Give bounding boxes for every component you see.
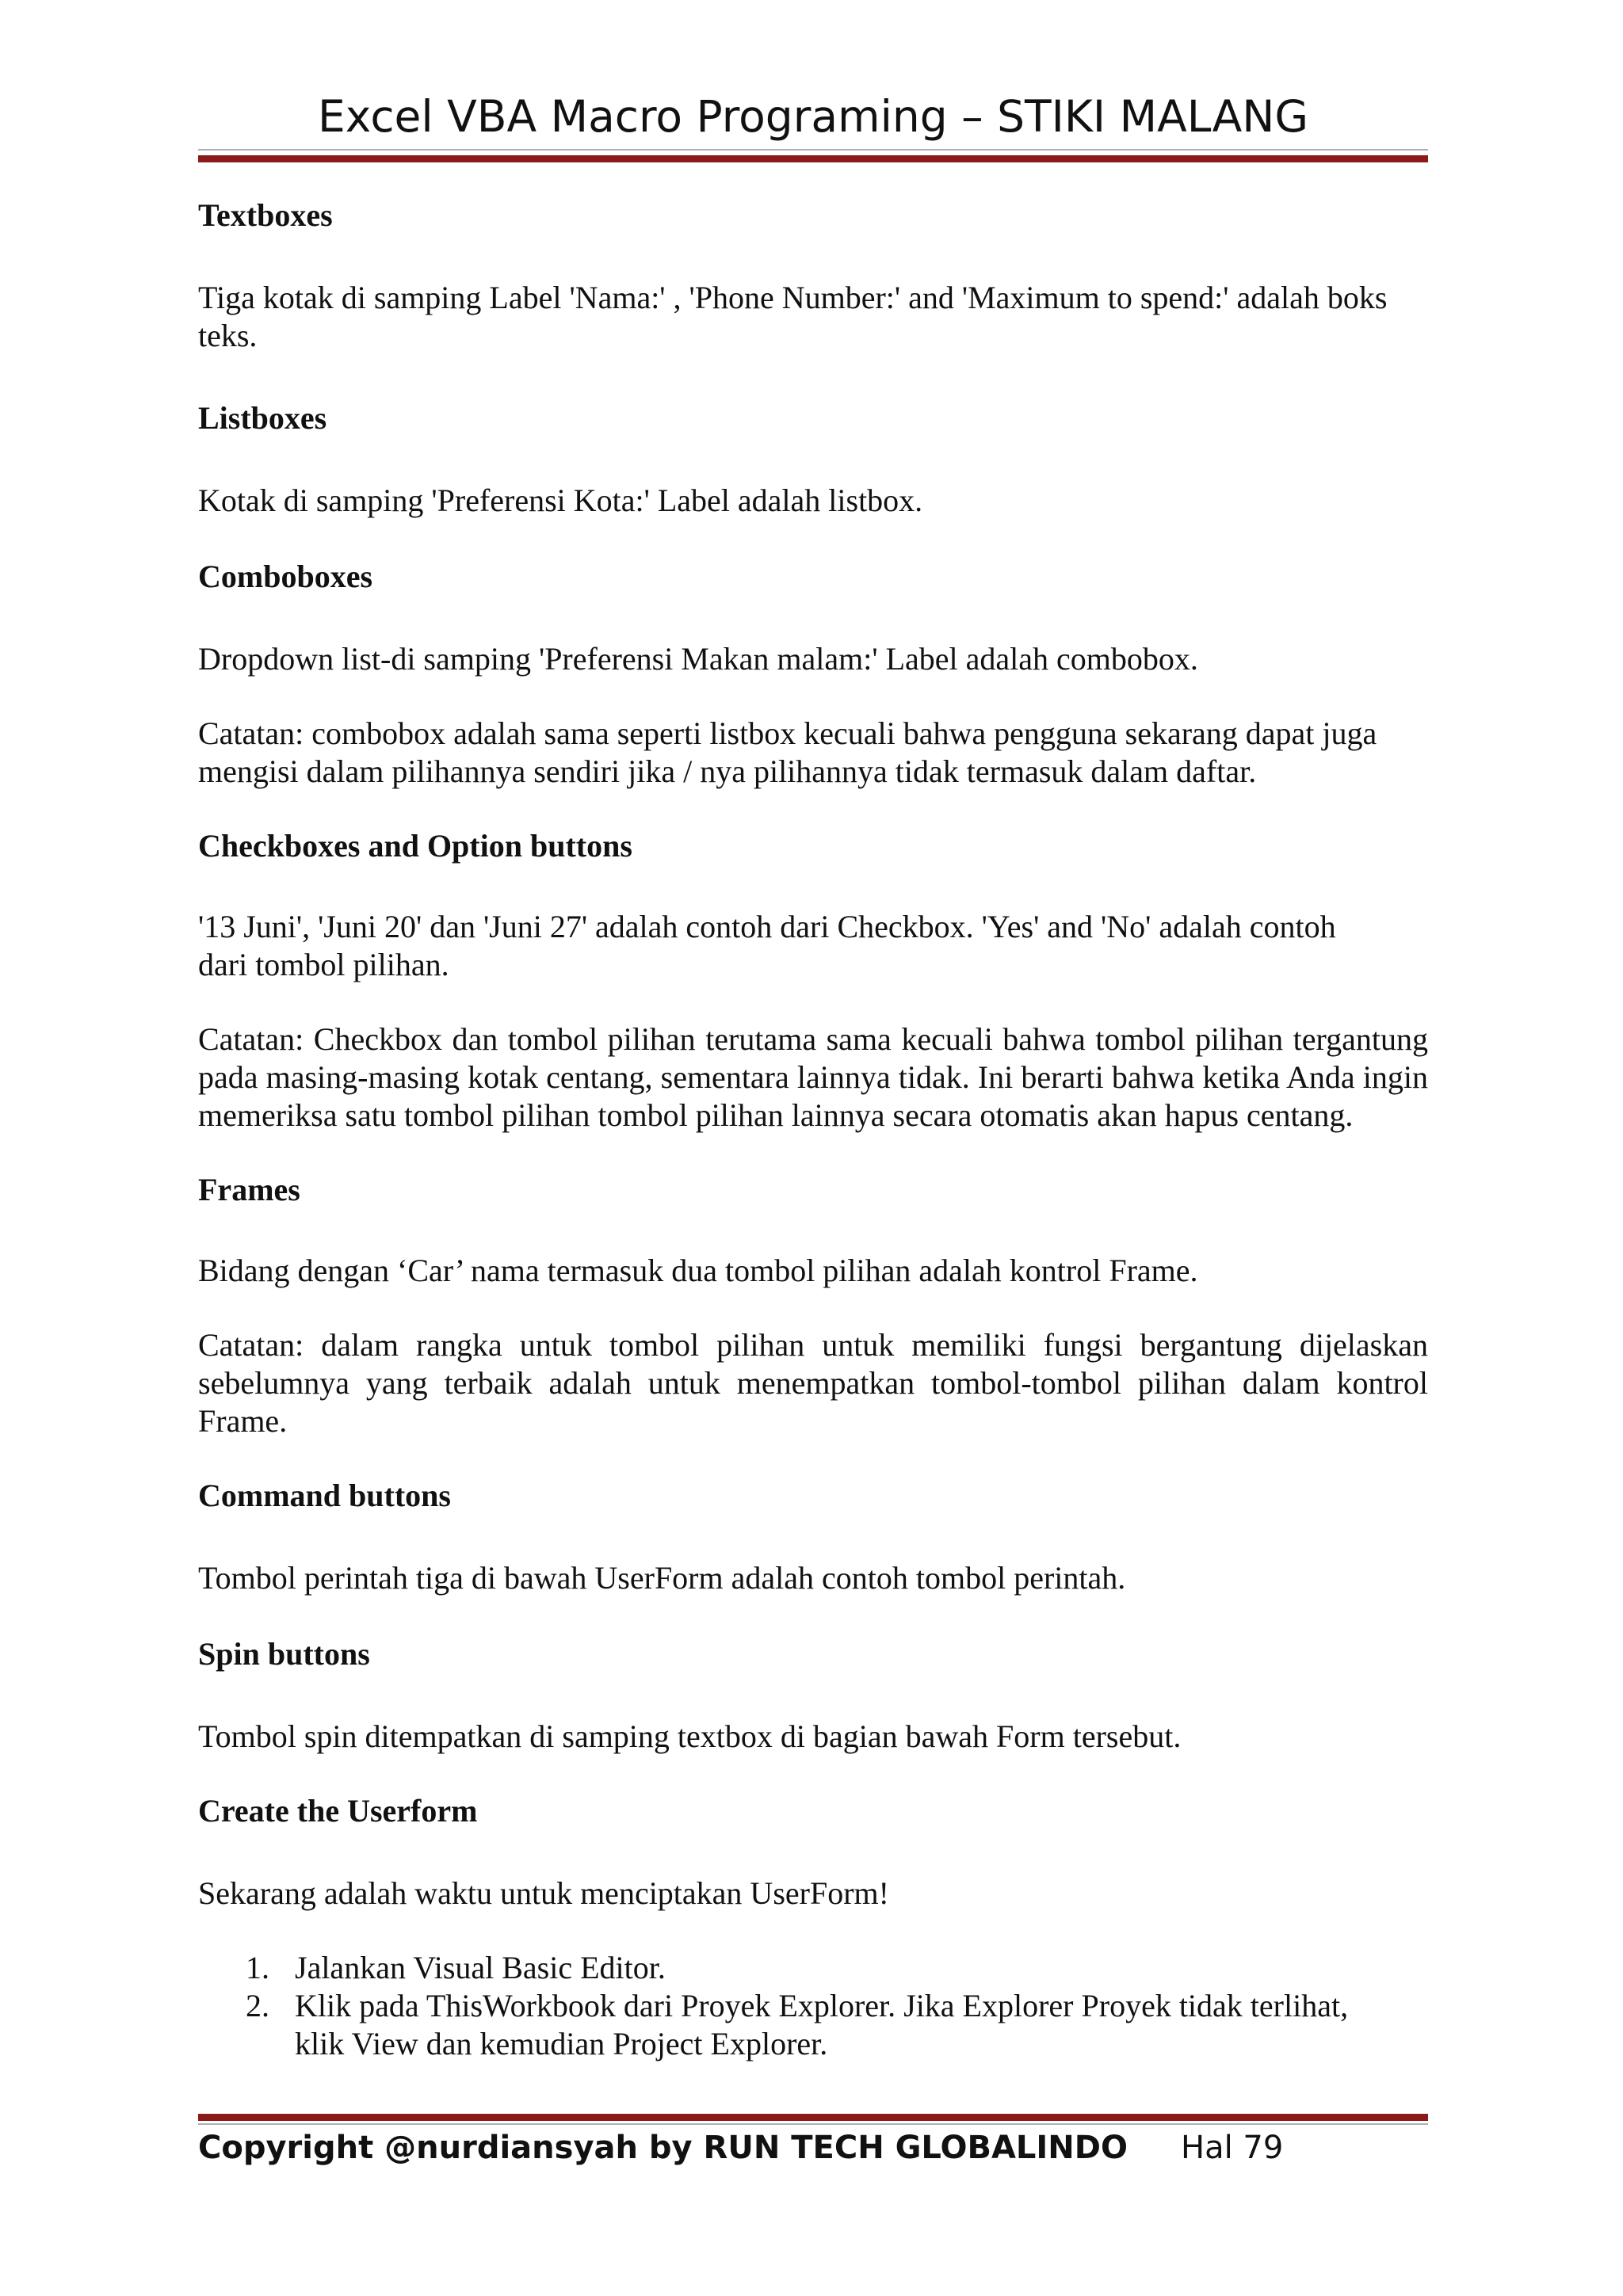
section-heading-listboxes: Listboxes [198,400,327,436]
section-paragraph-textboxes: Tiga kotak di samping Label 'Nama:' , 'Phone Number:' and 'Maximum to spend:' adalah boks teks. [198,280,1388,353]
section-heading-textboxes: Textboxes [198,197,333,233]
steps-list [198,1949,1428,2063]
section-note-checkboxes: Catatan: Checkbox dan tombol pilihan terutama sama kecuali bahwa tombol pilihan tergantung pada masing-masing kotak centang, sementara lainnya tidak. Ini berarti bahwa ketika Anda ingin memeriksa satu tombol pilihan tombol pilihan lainnya secara otomatis akan hapus centang. [198,1021,1428,1133]
section-paragraph-listboxes: Kotak di samping 'Preferensi Kota:' Label adalah listbox. [198,482,923,518]
section-heading-spin-buttons: Spin buttons [198,1636,370,1672]
header-rule-thin [198,149,1428,151]
header-rule-thick [198,155,1428,162]
section-paragraph-spin-buttons: Tombol spin ditempatkan di samping textbox di bagian bawah Form tersebut. [198,1718,1182,1754]
list-item-number: 1. [246,1950,269,1985]
section-paragraph-frames: Bidang dengan ‘Car’ nama termasuk dua tombol pilihan adalah kontrol Frame. [198,1253,1198,1288]
list-item [198,1949,1428,1987]
section-paragraph-checkboxes: '13 Juni', 'Juni 20' dan 'Juni 27' adalah contoh dari Checkbox. 'Yes' and 'No' adalah contoh dari tombol pilihan. [198,909,1336,982]
list-item-text: Klik pada ThisWorkbook dari Proyek Explorer. Jika Explorer Proyek tidak terlihat, klik View dan kemudian Project Explorer. [295,1988,1349,2061]
page-header-title: Excel VBA Macro Programing – STIKI MALANG [317,91,1308,142]
section-heading-comboboxes: Comboboxes [198,559,373,594]
list-item-number: 2. [246,1988,269,2023]
footer-rule-thin [198,2123,1428,2125]
section-note-comboboxes: Catatan: combobox adalah sama seperti listbox kecuali bahwa pengguna sekarang dapat juga mengisi dalam pilihannya sendiri jika / nya pilihannya tidak termasuk dalam daftar. [198,715,1377,789]
list-item-text: Jalankan Visual Basic Editor. [295,1950,666,1985]
section-note-frames: Catatan: dalam rangka untuk tombol pilihan untuk memiliki fungsi bergantung dijelaskan sebelumnya yang terbaik adalah untuk menempatkan tombol-tombol pilihan dalam kontrol Frame. [198,1327,1428,1439]
page-footer [198,2128,1428,2168]
document-body [198,196,1428,2063]
section-paragraph-create-userform: Sekarang adalah waktu untuk menciptakan UserForm! [198,1875,889,1911]
section-heading-frames: Frames [198,1172,300,1207]
list-item [198,1987,1428,2063]
footer-rule-thick [198,2114,1428,2121]
section-paragraph-comboboxes: Dropdown list-di samping 'Preferensi Makan malam:' Label adalah combobox. [198,641,1198,677]
section-heading-command-buttons: Command buttons [198,1478,451,1513]
footer-copyright: Copyright @nurdiansyah by RUN TECH GLOBALINDO [198,2130,1128,2166]
section-heading-create-userform: Create the Userform [198,1793,478,1829]
section-paragraph-command-buttons: Tombol perintah tiga di bawah UserForm adalah contoh tombol perintah. [198,1560,1126,1596]
page-number: Hal 79 [1181,2130,1284,2166]
section-heading-checkboxes: Checkboxes and Option buttons [198,828,632,864]
